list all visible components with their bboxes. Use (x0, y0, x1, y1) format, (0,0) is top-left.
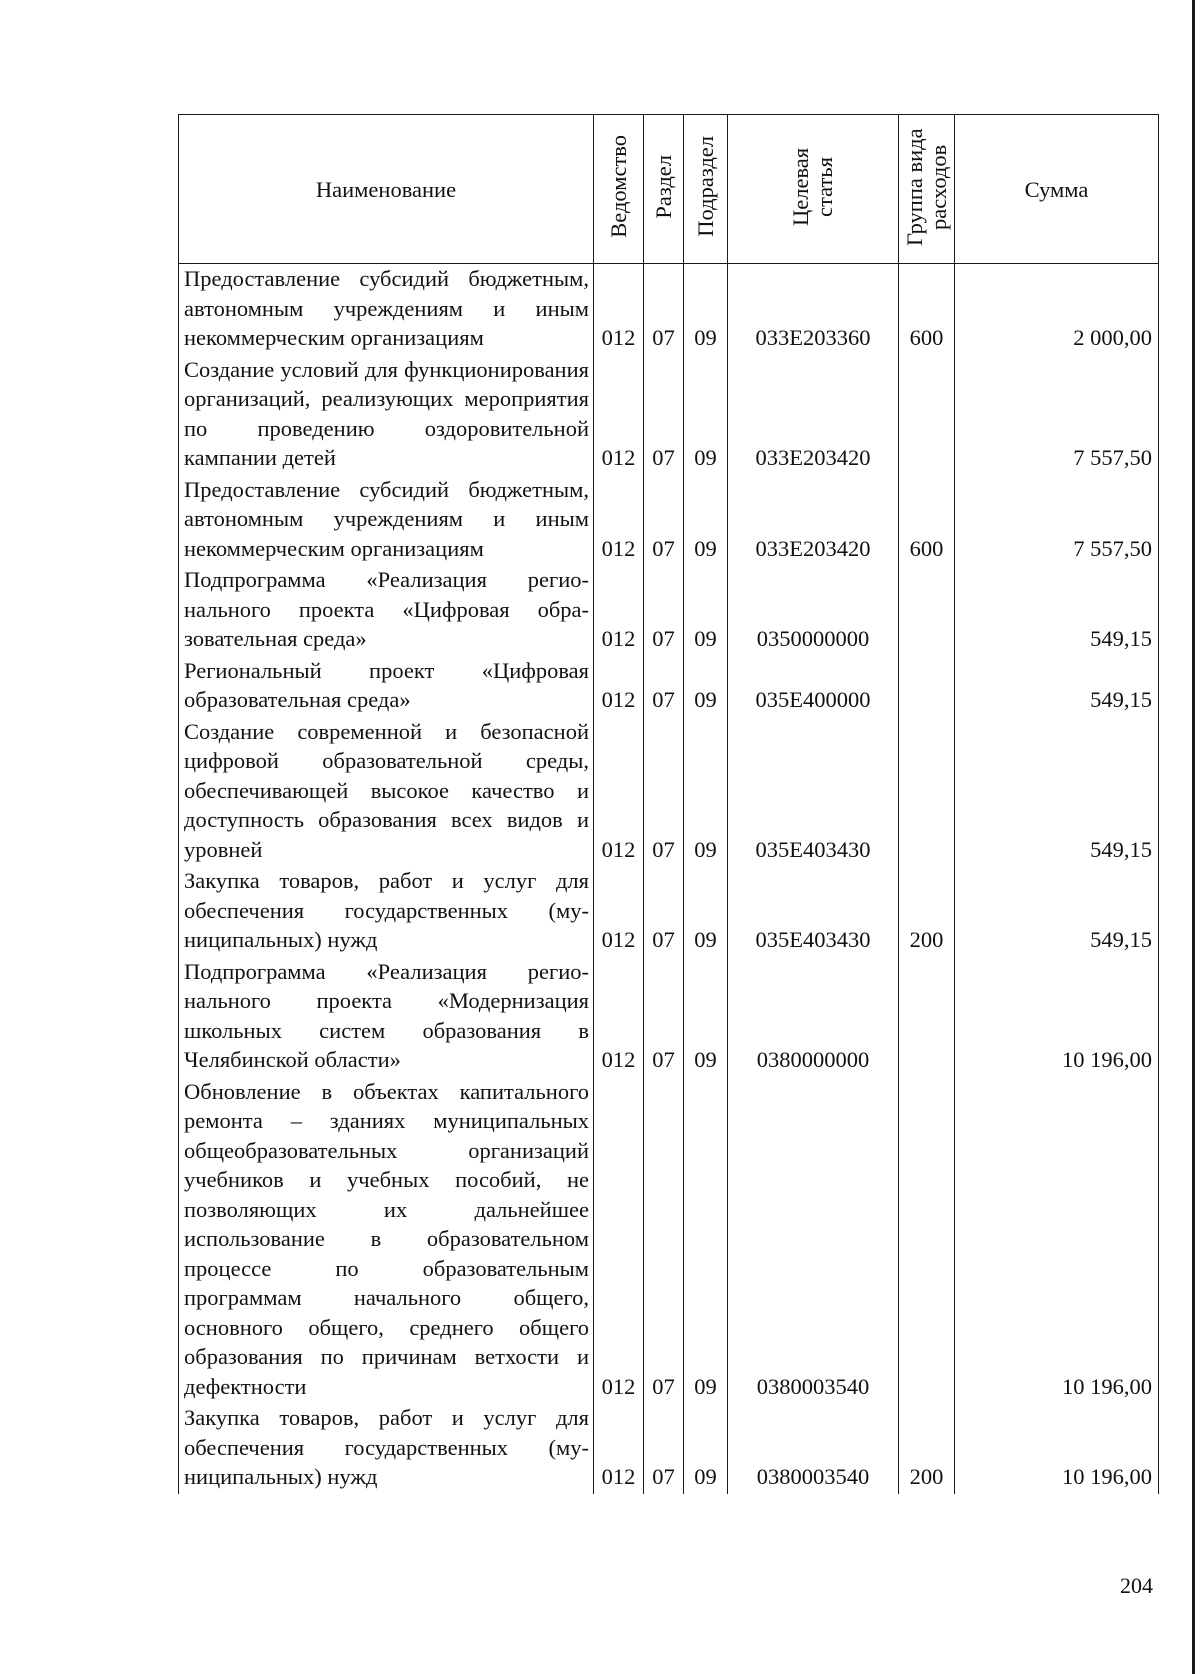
row-expense-group (899, 355, 955, 475)
row-subsection: 09 (684, 1403, 728, 1494)
row-name: Создание современной и безопасной цифровой образовательной среды, обеспечивающей высокое качество и доступность образования всех видов и уровней (179, 717, 594, 867)
table-header (179, 115, 1159, 264)
row-amount: 549,15 (955, 656, 1159, 717)
row-section: 07 (644, 355, 684, 475)
row-amount: 2 000,00 (955, 264, 1159, 355)
row-expense-group: 200 (899, 866, 955, 957)
header-amount: Сумма (955, 115, 1159, 264)
row-name: Подпрограмма «Реализация регионального проекта «Модернизация школьных систем образования в Челябинской области» (179, 957, 594, 1077)
row-section: 07 (644, 717, 684, 867)
row-subsection: 09 (684, 565, 728, 656)
row-department: 012 (594, 1077, 644, 1404)
row-section: 07 (644, 565, 684, 656)
row-name: Подпрограмма «Реализация регионального проекта «Цифровая образовательная среда» (179, 565, 594, 656)
scan-edge-line (1192, 0, 1195, 1674)
row-target-item: 033E203420 (728, 355, 899, 475)
row-name: Закупка товаров, работ и услуг для обеспечения государственных (муниципальных) нужд (179, 866, 594, 957)
row-expense-group: 200 (899, 1403, 955, 1494)
row-department: 012 (594, 264, 644, 355)
row-section: 07 (644, 475, 684, 566)
row-amount: 7 557,50 (955, 475, 1159, 566)
row-department: 012 (594, 1403, 644, 1494)
row-expense-group (899, 656, 955, 717)
page-number: 204 (1120, 1573, 1153, 1598)
row-subsection: 09 (684, 957, 728, 1077)
table-row (179, 957, 1159, 1077)
header-name: Наименование (179, 115, 594, 264)
row-expense-group (899, 957, 955, 1077)
row-department: 012 (594, 717, 644, 867)
row-expense-group (899, 565, 955, 656)
row-subsection: 09 (684, 866, 728, 957)
row-section: 07 (644, 1077, 684, 1404)
row-target-item: 035E400000 (728, 656, 899, 717)
row-amount: 549,15 (955, 717, 1159, 867)
budget-table (178, 114, 1159, 1494)
header-department: Ведомство (594, 115, 644, 264)
row-amount: 10 196,00 (955, 957, 1159, 1077)
row-subsection: 09 (684, 717, 728, 867)
table-row (179, 264, 1159, 355)
row-expense-group: 600 (899, 475, 955, 566)
row-subsection: 09 (684, 1077, 728, 1404)
header-section: Раздел (644, 115, 684, 264)
row-subsection: 09 (684, 475, 728, 566)
row-target-item: 033E203360 (728, 264, 899, 355)
row-target-item: 0380003540 (728, 1403, 899, 1494)
row-department: 012 (594, 355, 644, 475)
row-target-item: 035E403430 (728, 866, 899, 957)
table-row (179, 656, 1159, 717)
row-department: 012 (594, 565, 644, 656)
row-name: Создание условий для функционирования организаций, реализующих мероприятия по проведению оздоровительной кампании детей (179, 355, 594, 475)
header-target-item: Целевая статья (728, 115, 899, 264)
row-amount: 10 196,00 (955, 1077, 1159, 1404)
row-department: 012 (594, 866, 644, 957)
row-section: 07 (644, 264, 684, 355)
table-body (179, 264, 1159, 1494)
row-target-item: 033E203420 (728, 475, 899, 566)
row-name: Обновление в объектах капитального ремонта – зданиях муниципальных общеобразовательных организаций учебников и учебных пособий, не позволяющих их дальнейшее использование в образовательном процессе по образовательным программам начального общего, основного общего, среднего общего образования по причинам ветхости и дефектности (179, 1077, 594, 1404)
table-row (179, 565, 1159, 656)
row-target-item: 035E403430 (728, 717, 899, 867)
row-target-item: 0380000000 (728, 957, 899, 1077)
header-subsection: Подраздел (684, 115, 728, 264)
row-section: 07 (644, 866, 684, 957)
row-name: Закупка товаров, работ и услуг для обеспечения государственных (муниципальных) нужд (179, 1403, 594, 1494)
row-amount: 7 557,50 (955, 355, 1159, 475)
table-row (179, 866, 1159, 957)
row-expense-group (899, 1077, 955, 1404)
row-section: 07 (644, 656, 684, 717)
row-department: 012 (594, 475, 644, 566)
row-amount: 549,15 (955, 866, 1159, 957)
row-name: Предоставление субсидий бюджетным, автономным учреждениям и иным некоммерческим организациям (179, 475, 594, 566)
row-expense-group: 600 (899, 264, 955, 355)
row-amount: 10 196,00 (955, 1403, 1159, 1494)
row-subsection: 09 (684, 264, 728, 355)
row-target-item: 0380003540 (728, 1077, 899, 1404)
row-section: 07 (644, 1403, 684, 1494)
row-expense-group (899, 717, 955, 867)
table-row (179, 1403, 1159, 1494)
row-name: Региональный проект «Цифровая образовательная среда» (179, 656, 594, 717)
row-subsection: 09 (684, 656, 728, 717)
row-target-item: 0350000000 (728, 565, 899, 656)
row-department: 012 (594, 957, 644, 1077)
row-name: Предоставление субсидий бюджетным, автономным учреждениям и иным некоммерческим организациям (179, 264, 594, 355)
table-row (179, 1077, 1159, 1404)
row-department: 012 (594, 656, 644, 717)
table-row (179, 355, 1159, 475)
row-amount: 549,15 (955, 565, 1159, 656)
row-section: 07 (644, 957, 684, 1077)
row-subsection: 09 (684, 355, 728, 475)
header-expense-group: Группа вида расходов (899, 115, 955, 264)
table-row (179, 717, 1159, 867)
table-row (179, 475, 1159, 566)
